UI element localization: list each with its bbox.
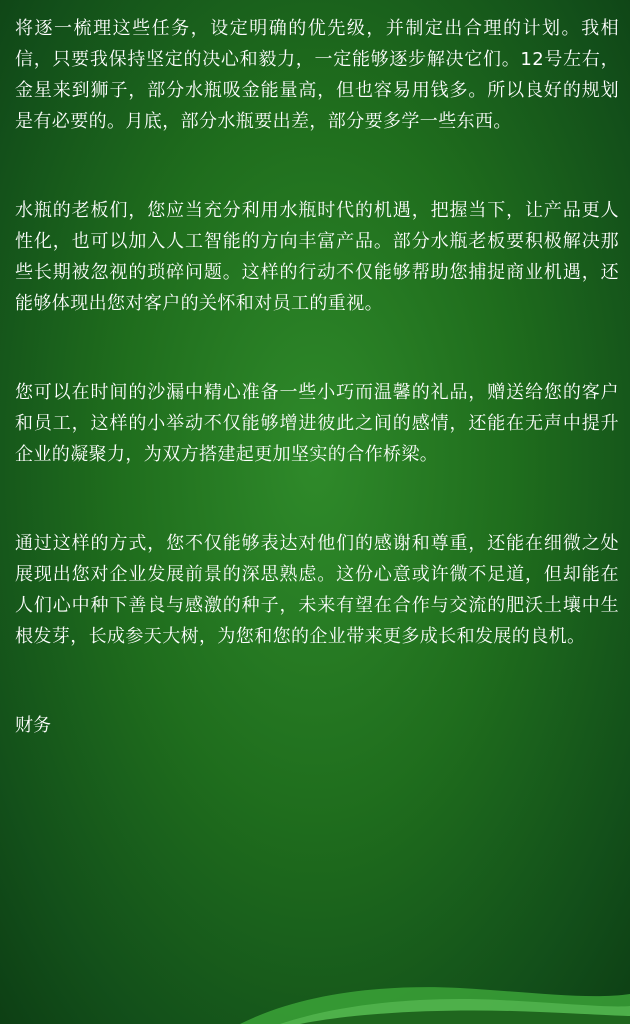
- article-body: [15, 13, 619, 741]
- signature-finance: 财务: [15, 715, 51, 736]
- paragraph-gifts: 您可以在时间的沙漏中精心准备一些小巧而温馨的礼品，赠送给您的客户和员工，这样的小举动不仅能够增进彼此之间的感情，还能在无声中提升企业的凝聚力，为双方搭建起更加坚实的合作桥梁。: [15, 382, 619, 465]
- paragraph-gratitude: 通过这样的方式，您不仅能够表达对他们的感谢和尊重，还能在细微之处展现出您对企业发展前景的深思熟虑。这份心意或许微不足道，但却能在人们心中种下善良与感激的种子，未来有望在合作与交流的肥沃土壤中生根发芽，长成参天大树，为您和您的企业带来更多成长和发展的良机。: [15, 533, 619, 647]
- bottom-wave-decoration: [0, 964, 630, 1024]
- paragraph-boss-advice: 水瓶的老板们，您应当充分利用水瓶时代的机遇，把握当下，让产品更人性化，也可以加入人工智能的方向丰富产品。部分水瓶老板要积极解决那些长期被忽视的琐碎问题。这样的行动不仅能够帮助您捕捉商业机遇，还能够体现出您对客户的关怀和对员工的重视。: [15, 200, 619, 314]
- paragraph-planning: 将逐一梳理这些任务，设定明确的优先级，并制定出合理的计划。我相信，只要我保持坚定的决心和毅力，一定能够逐步解决它们。12号左右，金星来到狮子，部分水瓶吸金能量高，但也容易用钱多。所以良好的规划是有必要的。月底，部分水瓶要出差，部分要多学一些东西。: [15, 18, 619, 132]
